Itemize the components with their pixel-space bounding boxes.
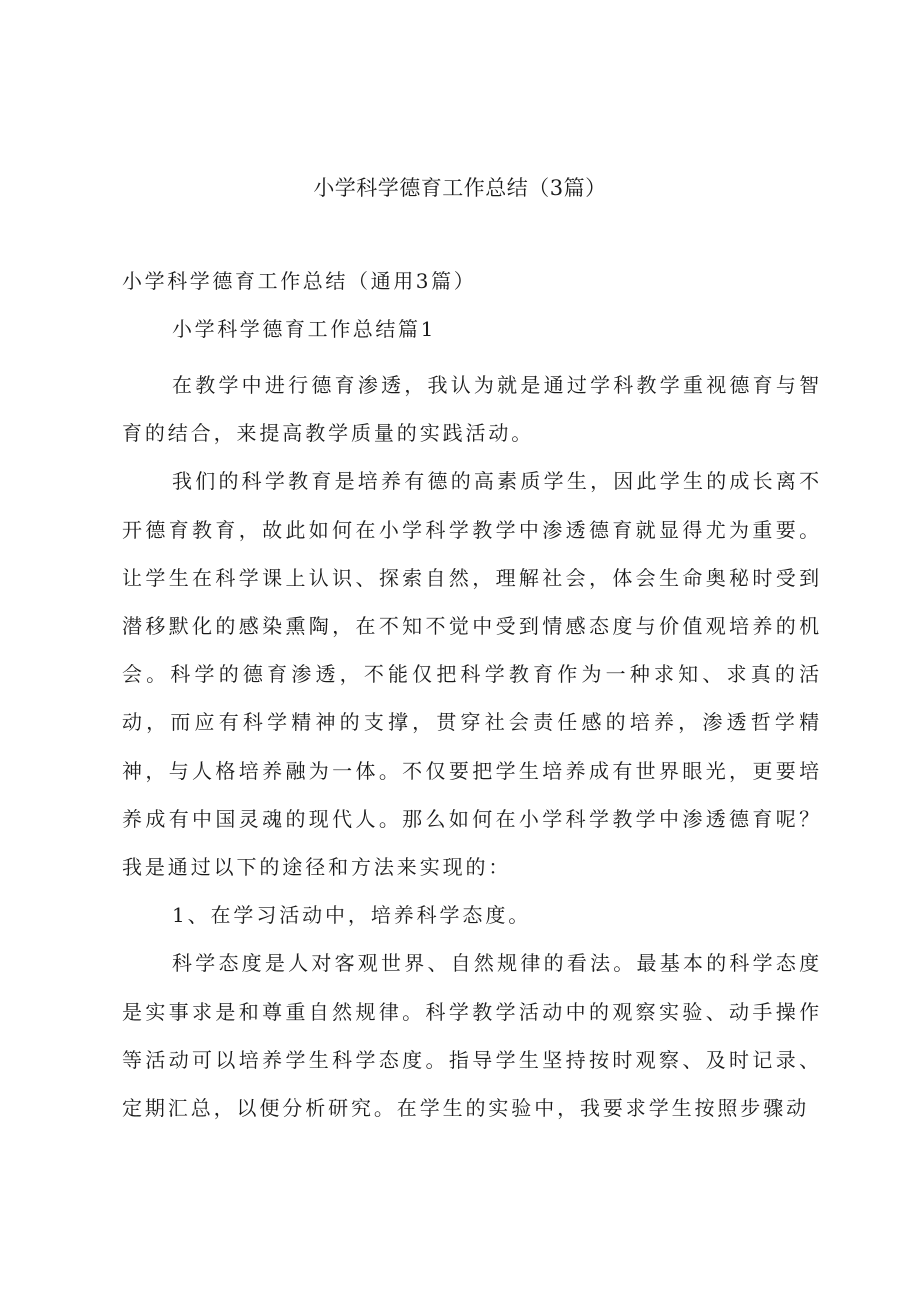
paragraph-3: 1、在学习活动中，培养科学态度。 <box>172 903 532 928</box>
section-heading: 小学科学德育工作总结篇1 <box>172 317 436 341</box>
body-text <box>122 361 822 1132</box>
document-subtitle: 小学科学德育工作总结（通用3篇） <box>122 269 477 293</box>
paragraph-2: 我们的科学教育是培养有德的高素质学生，因此学生的成长离不开德育教育，故此如何在小学科学教学中渗透德育就显得尤为重要。让学生在科学课上认识、探索自然，理解社会，体会生命奥秘时受到潜移默化的感染熏陶，在不知不觉中受到情感态度与价值观培养的机会。科学的德育渗透，不能仅把科学教育作为一种求知、求真的活动，而应有科学精神的支撑，贯穿社会责任感的培养，渗透哲学精神，与人格培养融为一体。不仅要把学生培养成有世界眼光，更要培养成有中国灵魂的现代人。那么如何在小学科学教学中渗透德育呢？我是通过以下的途径和方法来实现的： <box>122 469 822 880</box>
paragraph-4: 科学态度是人对客观世界、自然规律的看法。最基本的科学态度是实事求是和尊重自然规律。科学教学活动中的观察实验、动手操作等活动可以培养学生科学态度。指导学生坚持按时观察、及时记录、定期汇总，以便分析研究。在学生的实验中，我要求学生按照步骤动 <box>122 951 822 1121</box>
paragraph-1: 在教学中进行德育渗透，我认为就是通过学科教学重视德育与智育的结合，来提高教学质量的实践活动。 <box>122 373 822 446</box>
document-title: 小学科学德育工作总结（3篇） <box>313 176 607 200</box>
